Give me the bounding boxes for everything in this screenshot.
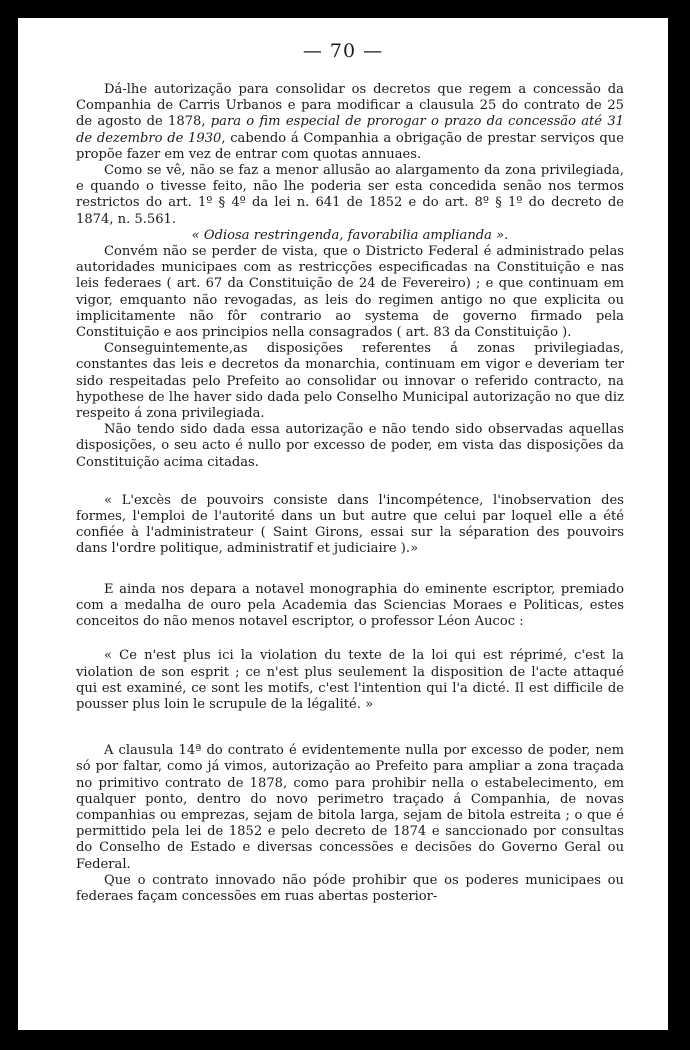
french-quote-1: « L'excès de pouvoirs consiste dans l'incompétence, l'inobservation des formes, l'emploi de l'autorité dans un but autre que celui par loquel elle a été confiée à l'administrateur ( Saint Girons, essai sur la séparation des pouvoirs dans l'ordre politique, administratif et judiciaire ).»: [76, 492, 624, 557]
paragraph-2: Como se vê, não se faz a menor allusão ao alargamento da zona privilegiada, e quando o tivesse feito, não lhe poderia ser esta concedida senão nos termos restrictos do art. 1º § 4º da lei n. 641 de 1852 e do art. 8º § 1º do decreto de 1874, n. 5.561.: [76, 163, 624, 227]
paragraph-6: E ainda nos depara a notavel monographia do eminente escriptor, premiado com a medalha de ouro pela Academia das Sciencias Moraes e Politicas, estes conceitos do não menos notavel escriptor, o professor Léon Aucoc :: [76, 581, 624, 630]
paragraph-8: Que o contrato innovado não póde prohibir que os poderes municipaes ou federaes façam concessões em ruas abertas posterior-: [76, 872, 624, 904]
french-quote-2: « Ce n'est plus ici la violation du texte de la loi qui est réprimé, c'est la violation de son esprit ; ce n'est plus seulement la disposition de l'acte attaqué qui est examiné, ce sont les motifs, c'est l'intention qui l'a dicté. Il est difficile de pousser plus loin le scrupule de la légalité. »: [76, 648, 624, 712]
paragraph-3: Convém não se perder de vista, que o Districto Federal é administrado pelas autoridades municipaes com as restricções especificadas na Constituição e nas leis federaes ( art. 67 da Constituição de 24 de Fevereiro) ; e que continuam em vigor, emquanto não revogadas, as leis do regimen antigo no que explicita ou implicitamente não fôr contrario ao systema de governo firmado pela Constituição e aos principios nella consagrados ( art. 83 da Constituição ).: [76, 244, 624, 341]
body-text: [76, 82, 624, 905]
paragraph-5: Não tendo sido dada essa autorização e não tendo sido observadas aquellas disposições, o seu acto é nullo por excesso de poder, em vista das disposições da Constituição acima citadas.: [76, 422, 624, 470]
paragraph-1: [76, 82, 624, 163]
latin-maxim: « Odiosa restringenda, favorabilia amplianda ».: [191, 227, 509, 243]
document-page: [18, 18, 668, 1030]
paragraph-7: A clausula 14ª do contrato é evidentemente nulla por excesso de poder, nem só por faltar, como já vimos, autorização ao Prefeito para ampliar a zona traçada no primitivo contrato de 1878, como para prohibir nella o estabelecimento, em qualquer ponto, dentro do novo perimetro traçado á Companhia, de novas companhias ou emprezas, sejam de bitola larga, sejam de bitola estreita ; o que é permittido pela lei de 1852 e pelo decreto de 1874 e sanccionado por consultas do Conselho de Estado e diversas concessões e decisões do Governo Geral ou Federal.: [76, 743, 624, 872]
page-number: — 70 —: [302, 40, 384, 62]
paragraph-4: Conseguintemente,as disposições referentes á zonas privilegiadas, constantes das leis e decretos da monarchia, continuam em vigor e deveriam ter sido respeitadas pelo Prefeito ao consolidar ou innovar o referido contracto, na hypothese de lhe haver sido dada pelo Conselho Municipal autorização no que diz respeito á zona privilegiada.: [76, 341, 624, 422]
paragraph-1-italic: para o fim especial de prorogar o prazo da concessão até 31 de dezembro de 1930: [76, 114, 624, 146]
paragraph-1-text-a: Dá-lhe autorização para consolidar os decretos que regem a concessão da Companhia de Carris Urbanos e para modificar a clausula 25 do contrato de 25 de agosto de 1878,: [76, 82, 624, 130]
paragraph-1-text-b: , cabendo á Companhia a obrigação de prestar serviços que propõe fazer em vez de entrar com quotas annuaes.: [76, 130, 624, 162]
